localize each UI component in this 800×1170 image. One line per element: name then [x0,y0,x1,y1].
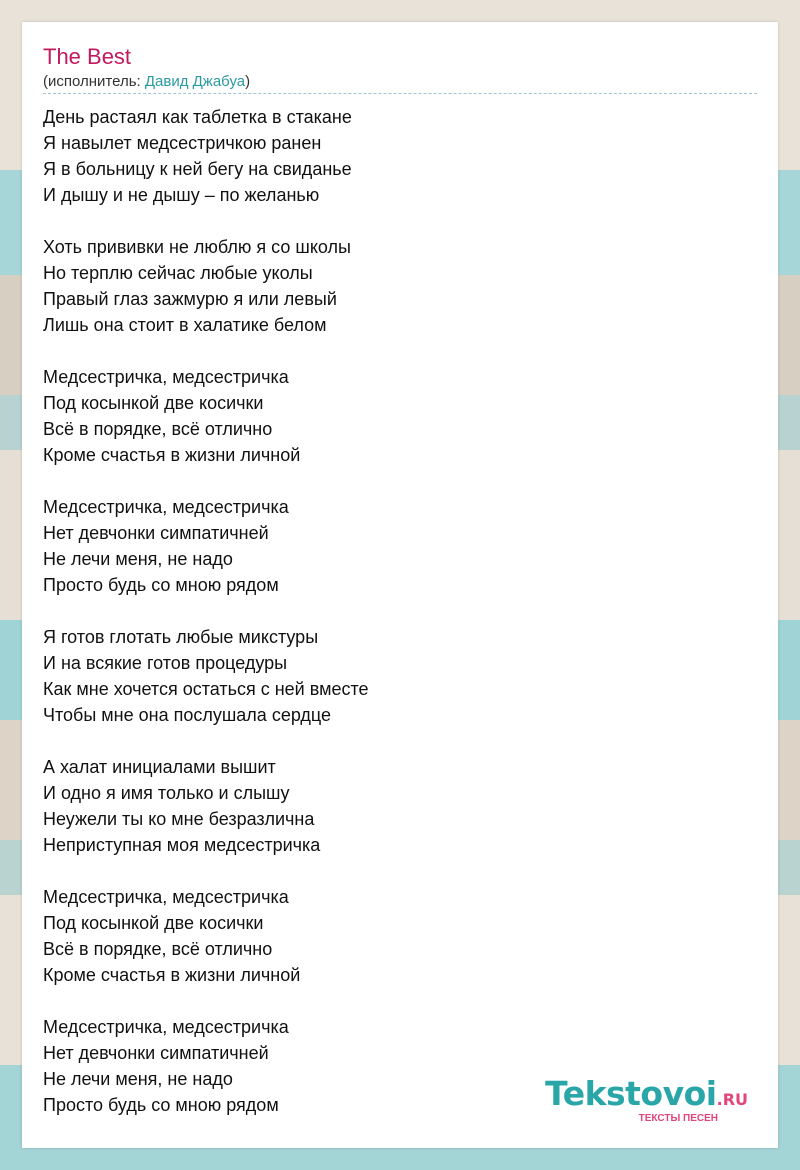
performer-suffix: ) [245,73,251,90]
lyric-line: Я в больницу к ней бегу на свиданье [43,159,352,179]
lyric-line: Медсестричка, медсестричка [43,497,289,517]
lyric-line: И одно я имя только и слышу [43,783,290,803]
lyric-line: Всё в порядке, всё отлично [43,419,273,439]
lyric-line: Чтобы мне она послушала сердце [43,705,332,725]
lyric-line: Не лечи меня, не надо [43,1069,233,1089]
lyric-line: Лишь она стоит в халатике белом [43,315,327,335]
lyric-line: Не лечи меня, не надо [43,549,233,569]
logo-tld: .RU [716,1090,748,1109]
lyric-line: Правый глаз зажмурю я или левый [43,289,337,309]
lyrics-stanza [43,364,743,468]
lyric-line: Медсестричка, медсестричка [43,367,289,387]
lyric-line: Просто будь со мною рядом [43,575,279,595]
dashed-divider [43,93,757,94]
lyric-line: Неприступная моя медсестричка [43,835,321,855]
lyric-line: Медсестричка, медсестричка [43,887,289,907]
performer-prefix: (исполнитель: [43,73,145,90]
song-title: The Best [43,44,132,69]
lyric-line: Неужели ты ко мне безразлична [43,809,315,829]
lyric-line: Нет девчонки симпатичней [43,523,269,543]
lyric-line: И дышу и не дышу – по желанью [43,185,320,205]
lyric-line: Но терплю сейчас любые уколы [43,263,313,283]
lyrics-stanza [43,624,743,728]
lyric-line: Под косынкой две косички [43,393,264,413]
lyric-line: Хоть прививки не люблю я со школы [43,237,351,257]
site-logo[interactable] [545,1074,748,1124]
lyrics-stanza [43,754,743,858]
lyric-line: Я готов глотать любые микстуры [43,627,319,647]
lyric-line: Нет девчонки симпатичней [43,1043,269,1063]
lyrics-card [22,22,778,1148]
performer-line [43,73,250,91]
lyric-line: И на всякие готов процедуры [43,653,288,673]
lyric-line: День растаял как таблетка в стакане [43,107,352,127]
lyrics-stanza [43,104,743,208]
lyric-line: Кроме счастья в жизни личной [43,965,301,985]
lyric-line: Медсестричка, медсестричка [43,1017,289,1037]
logo-wordmark [545,1074,748,1117]
lyric-line: Кроме счастья в жизни личной [43,445,301,465]
lyric-line: Просто будь со мною рядом [43,1095,279,1115]
lyrics-stanza [43,234,743,338]
artist-link[interactable]: Давид Джабуа [144,73,246,90]
lyric-line: Я навылет медсестричкою ранен [43,133,322,153]
lyric-line: А халат инициалами вышит [43,757,276,777]
lyric-line: Всё в порядке, всё отлично [43,939,273,959]
lyrics-body [43,104,743,1144]
lyrics-stanza [43,884,743,988]
lyrics-stanza [43,494,743,598]
lyric-line: Как мне хочется остаться с ней вместе [43,679,369,699]
logo-tagline: ТЕКСТЫ ПЕСЕН [638,1113,718,1124]
logo-name: Tekstovoi [545,1074,717,1113]
lyric-line: Под косынкой две косички [43,913,264,933]
